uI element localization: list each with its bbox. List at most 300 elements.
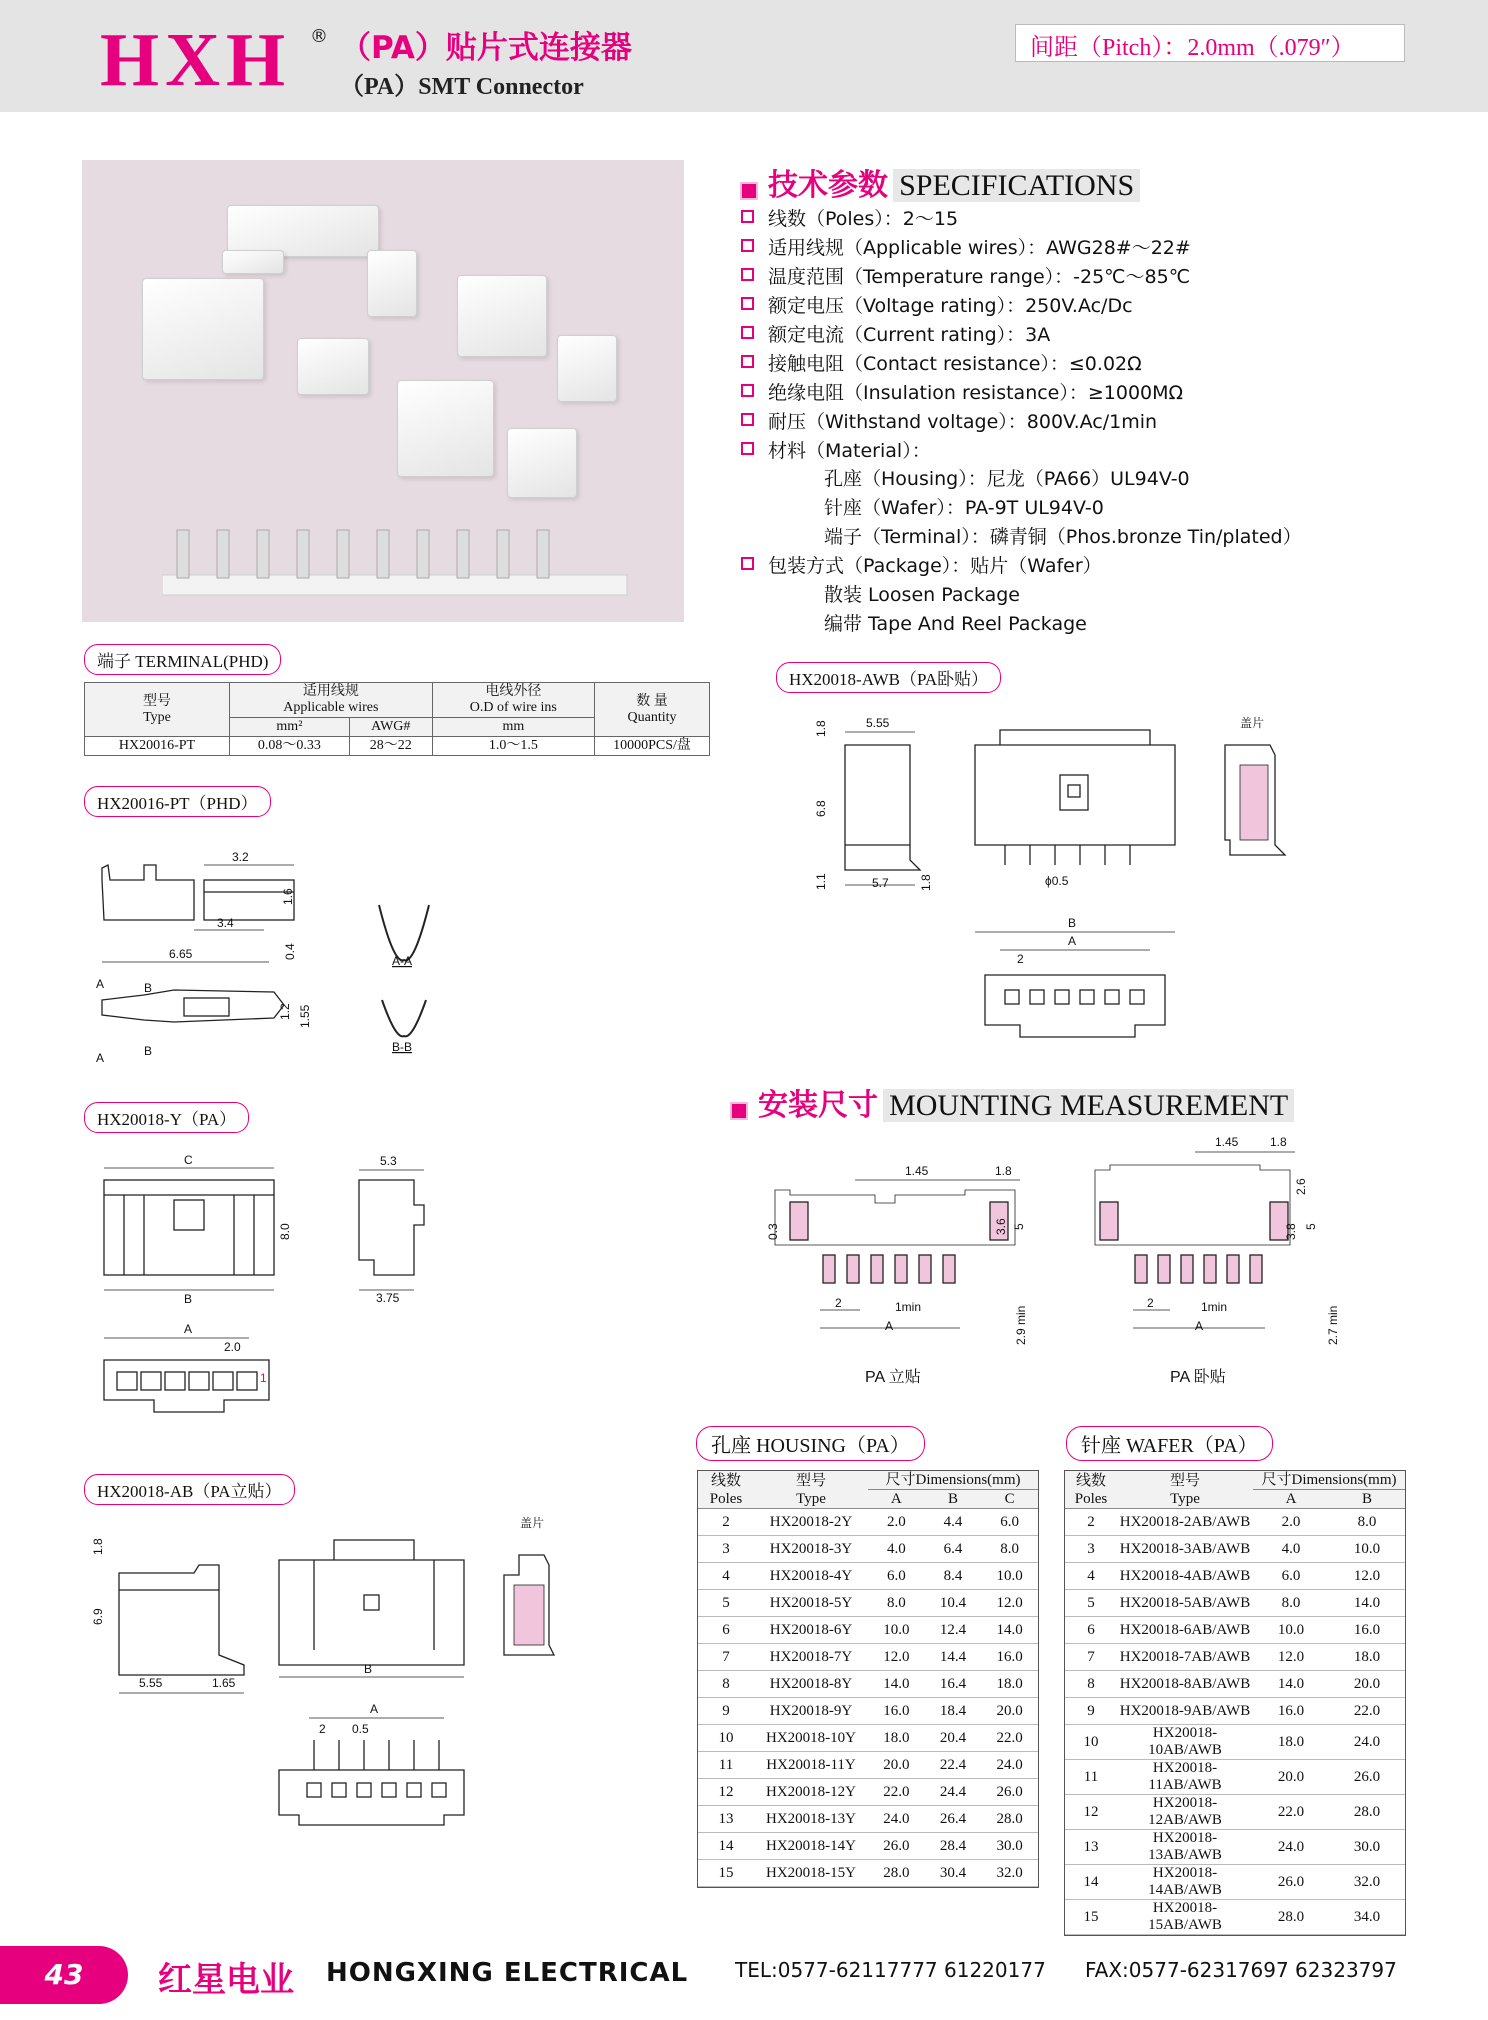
table-cell: 7: [698, 1644, 754, 1671]
table-cell: 5: [1065, 1590, 1117, 1617]
table-row: [1065, 1509, 1405, 1536]
mounting-heading: [730, 1080, 1294, 1124]
dim-label: 6.65: [169, 947, 193, 961]
table-cell: HX20018-3Y: [754, 1536, 868, 1563]
dim-label: 5.55: [139, 1676, 163, 1690]
page-number: 43: [0, 1946, 128, 2004]
mount-left-caption: PA 立贴: [865, 1369, 921, 1386]
bullet-icon: [741, 268, 754, 281]
dim-label: 1.8: [814, 720, 828, 737]
table-cell: 28.0: [1253, 1900, 1329, 1935]
table-cell: HX20018-6AB/AWB: [1117, 1617, 1253, 1644]
table-cell: HX20018-9AB/AWB: [1117, 1698, 1253, 1725]
table-cell: 22.4: [925, 1752, 982, 1779]
table-cell: 24.0: [981, 1752, 1038, 1779]
section-label: B-B: [392, 1040, 413, 1054]
dim-label: C: [184, 1153, 193, 1167]
table-cell: 8.0: [868, 1590, 925, 1617]
table-cell: 18.0: [1329, 1644, 1405, 1671]
table-cell: 16.0: [981, 1644, 1038, 1671]
table-cell: 6.0: [1253, 1563, 1329, 1590]
brand-logo: HXH: [100, 18, 292, 102]
company-name-cn: 红星电业: [158, 1960, 294, 2000]
table-cell: 6.0: [868, 1563, 925, 1590]
table-cell: 2.0: [868, 1509, 925, 1536]
table-cell: 11: [698, 1752, 754, 1779]
table-cell: 20.0: [1253, 1760, 1329, 1795]
table-cell: 2: [698, 1509, 754, 1536]
table-cell: 8.0: [981, 1536, 1038, 1563]
dim-label: 6.9: [91, 1608, 105, 1625]
table-cell: 12.0: [1253, 1644, 1329, 1671]
th-wires-cn: 适用线规: [302, 684, 359, 699]
spec-material-housing: 孔座（Housing）：尼龙（PA66）UL94V-0: [824, 468, 1190, 490]
bullet-icon: [741, 557, 754, 570]
table-cell: 6.0: [981, 1509, 1038, 1536]
dim-label: 盖片: [520, 1516, 545, 1530]
terminal-table: [84, 682, 710, 756]
th-od-en: O.D of wire ins: [469, 700, 557, 716]
table-row: [698, 1860, 1038, 1887]
table-cell: HX20018-5AB/AWB: [1117, 1590, 1253, 1617]
bullet-icon: [741, 326, 754, 339]
title-cn: （PA）贴片式连接器: [340, 30, 632, 66]
table-cell: HX20018-12Y: [754, 1779, 868, 1806]
spec-poles: 线数（Poles）：2～15: [768, 208, 959, 230]
ab-label: HX20018-AB（PA立贴）: [84, 1474, 295, 1505]
table-cell: 20.0: [868, 1752, 925, 1779]
ab-drawing: [84, 1515, 624, 1845]
housing-label: 孔座 HOUSING（PA）: [696, 1426, 925, 1461]
dim-label: 3.6: [994, 1218, 1008, 1235]
y-drawing: [84, 1150, 464, 1430]
spec-material-terminal: 端子（Terminal）：磷青铜（Phos.bronze Tin/plated）: [824, 526, 1302, 548]
dim-label: 3.2: [232, 850, 249, 864]
bullet-icon: [741, 297, 754, 310]
wafer-photo-part: [297, 338, 369, 395]
pt-drawing: [84, 830, 464, 1070]
table-cell: 26.0: [1253, 1865, 1329, 1900]
table-row: [1065, 1563, 1405, 1590]
bullet-icon: [741, 355, 754, 368]
dim-label: A: [1068, 934, 1077, 948]
table-cell: 4: [1065, 1563, 1117, 1590]
table-cell: 18.0: [981, 1671, 1038, 1698]
table-cell: 14: [698, 1833, 754, 1860]
table-cell: 4.0: [868, 1536, 925, 1563]
table-cell: 28.4: [925, 1833, 982, 1860]
spec-temperature: 温度范围（Temperature range）：-25℃～85℃: [768, 266, 1191, 288]
table-cell: 14.4: [925, 1644, 982, 1671]
table-row: [1065, 1795, 1405, 1830]
table-row: [1065, 1644, 1405, 1671]
table-cell: 10: [1065, 1725, 1117, 1760]
dim-label: A: [96, 977, 105, 991]
th-poles-en: Poles: [709, 1490, 743, 1507]
table-row: [1065, 1671, 1405, 1698]
dim-label: 5.3: [380, 1154, 397, 1168]
table-cell: 24.0: [868, 1806, 925, 1833]
table-row: [698, 1590, 1038, 1617]
table-row: [1065, 1617, 1405, 1644]
housing-photo-part: [457, 275, 547, 357]
dim-label: B: [144, 981, 153, 995]
specs-heading-cn: 技术参数: [768, 168, 888, 203]
housing-table-body: [698, 1509, 1038, 1887]
housing-photo-part: [222, 250, 284, 274]
table-cell: 3: [698, 1536, 754, 1563]
table-cell: HX20018-2AB/AWB: [1117, 1509, 1253, 1536]
table-cell: HX20018-8AB/AWB: [1117, 1671, 1253, 1698]
dim-label: 5: [1012, 1223, 1026, 1230]
cell: 28～22: [349, 737, 432, 756]
table-cell: 13: [1065, 1830, 1117, 1865]
table-cell: 5: [698, 1590, 754, 1617]
table-row: [1065, 1760, 1405, 1795]
table-row: [698, 1806, 1038, 1833]
dim-label: A: [885, 1319, 894, 1333]
dim-label: A: [1195, 1319, 1204, 1333]
table-cell: HX20018-4AB/AWB: [1117, 1563, 1253, 1590]
table-cell: 24.4: [925, 1779, 982, 1806]
dim-label: 1.8: [91, 1538, 105, 1555]
dim-label: 1.8: [919, 874, 933, 891]
dim-label: 1.55: [298, 1004, 312, 1028]
table-cell: 7: [1065, 1644, 1117, 1671]
table-cell: 14.0: [868, 1671, 925, 1698]
bullet-icon: [741, 239, 754, 252]
cell: HX20016-PT: [85, 737, 230, 756]
table-cell: 12.0: [868, 1644, 925, 1671]
table-cell: 30.0: [981, 1833, 1038, 1860]
table-cell: 4.4: [925, 1509, 982, 1536]
th-col-a: A: [1253, 1490, 1329, 1509]
table-cell: HX20018-15Y: [754, 1860, 868, 1887]
spec-voltage: 额定电压（Voltage rating）：250V.Ac/Dc: [768, 295, 1133, 317]
dim-label: 5: [1304, 1223, 1318, 1230]
table-cell: 18.0: [1253, 1725, 1329, 1760]
table-row: [698, 1617, 1038, 1644]
dim-label: 2.6: [1294, 1178, 1308, 1195]
table-row: [1065, 1698, 1405, 1725]
th-od-unit: mm: [432, 718, 594, 737]
table-cell: 24.0: [1253, 1830, 1329, 1865]
table-cell: 28.0: [868, 1860, 925, 1887]
table-cell: 15: [698, 1860, 754, 1887]
th-wires-en: Applicable wires: [283, 700, 379, 716]
table-cell: 14.0: [981, 1617, 1038, 1644]
table-cell: 4: [698, 1563, 754, 1590]
table-cell: 4.0: [1253, 1536, 1329, 1563]
mounting-heading-en: MOUNTING MEASUREMENT: [883, 1089, 1294, 1122]
table-row: [85, 737, 710, 756]
dim-label: A: [96, 1051, 105, 1065]
spec-material-wafer: 针座（Wafer）：PA-9T UL94V-0: [824, 497, 1104, 519]
table-row: [698, 1833, 1038, 1860]
bullet-icon: [741, 442, 754, 455]
housing-photo-part: [367, 250, 417, 317]
spec-withstand: 耐压（Withstand voltage）：800V.Ac/1min: [768, 411, 1158, 433]
dim-label: 3.75: [376, 1291, 400, 1305]
table-cell: HX20018-7AB/AWB: [1117, 1644, 1253, 1671]
y-label: HX20018-Y（PA）: [84, 1102, 249, 1133]
table-cell: 15: [1065, 1900, 1117, 1935]
table-cell: 14.0: [1253, 1671, 1329, 1698]
table-cell: HX20018-13AB/AWB: [1117, 1830, 1253, 1865]
th-type-cn: 型号: [795, 1472, 826, 1489]
table-cell: HX20018-13Y: [754, 1806, 868, 1833]
table-cell: 34.0: [1329, 1900, 1405, 1935]
dim-label: 1.8: [1270, 1135, 1287, 1149]
table-cell: 28.0: [1329, 1795, 1405, 1830]
spec-insulation: 绝缘电阻（Insulation resistance）：≥1000MΩ: [768, 382, 1184, 404]
table-cell: 8.0: [1329, 1509, 1405, 1536]
table-cell: HX20018-7Y: [754, 1644, 868, 1671]
footer-fax: FAX:0577-62317697 62323797: [1085, 1958, 1397, 1982]
th-dimensions: 尺寸Dimensions(mm): [1253, 1471, 1405, 1490]
dim-label: 8.0: [278, 1223, 292, 1240]
dim-label: 1: [260, 1371, 267, 1385]
table-row: [1065, 1536, 1405, 1563]
th-type-cn: 型号: [1169, 1472, 1200, 1489]
table-cell: 12: [1065, 1795, 1117, 1830]
dim-label: 1.2: [278, 1003, 292, 1020]
table-cell: HX20018-5Y: [754, 1590, 868, 1617]
table-cell: 2.0: [1253, 1509, 1329, 1536]
th-type-cn: 型号: [143, 693, 171, 709]
wafer-table: [1064, 1470, 1406, 1936]
table-cell: 30.4: [925, 1860, 982, 1887]
th-col-a: A: [868, 1490, 925, 1509]
spec-contact-resistance: 接触电阻（Contact resistance）：≤0.02Ω: [768, 353, 1142, 375]
spec-current: 额定电流（Current rating）：3A: [768, 324, 1051, 346]
dim-label: 盖片: [1240, 716, 1265, 730]
bullet-icon: [741, 413, 754, 426]
table-row: [698, 1563, 1038, 1590]
mounting-drawing: [755, 1130, 1395, 1400]
table-cell: 9: [1065, 1698, 1117, 1725]
th-od-cn: 电线外径: [485, 684, 542, 699]
specs-heading-en: SPECIFICATIONS: [893, 169, 1140, 202]
wafer-label: 针座 WAFER（PA）: [1066, 1426, 1273, 1461]
table-row: [1065, 1900, 1405, 1935]
terminal-strip-photo: [162, 520, 632, 610]
company-name-en: HONGXING ELECTRICAL: [326, 1958, 689, 1988]
dim-label: 2.7 min: [1326, 1305, 1340, 1345]
pitch-text: 间距（Pitch）：2.0mm（.079″）: [1030, 35, 1355, 61]
table-cell: 30.0: [1329, 1830, 1405, 1865]
table-cell: 10.0: [981, 1563, 1038, 1590]
dim-label: 1min: [895, 1300, 922, 1314]
dim-label: 3.8: [1284, 1223, 1298, 1240]
dim-label: 5.55: [866, 716, 890, 730]
table-cell: 10.4: [925, 1590, 982, 1617]
registered-mark: ®: [310, 26, 328, 47]
table-cell: 22.0: [868, 1779, 925, 1806]
dim-label: ϕ0.5: [1045, 874, 1069, 888]
footer-tel: TEL:0577-62117777 61220177: [735, 1958, 1046, 1982]
table-cell: 9: [698, 1698, 754, 1725]
table-cell: HX20018-15AB/AWB: [1117, 1900, 1253, 1935]
bullet-icon: [741, 210, 754, 223]
dim-label: 0.5: [352, 1722, 369, 1736]
table-cell: HX20018-11AB/AWB: [1117, 1760, 1253, 1795]
dim-label: 2: [1147, 1296, 1154, 1310]
th-poles-cn: 线数: [1075, 1472, 1106, 1489]
table-row: [1065, 1725, 1405, 1760]
table-cell: 2: [1065, 1509, 1117, 1536]
specs-heading: [740, 160, 1140, 204]
bullet-icon: [730, 1102, 748, 1120]
dim-label: 3.4: [217, 916, 234, 930]
table-cell: 22.0: [981, 1725, 1038, 1752]
table-cell: 26.4: [925, 1806, 982, 1833]
table-cell: 28.0: [981, 1806, 1038, 1833]
table-cell: 26.0: [1329, 1760, 1405, 1795]
product-photo: [82, 160, 684, 622]
table-cell: HX20018-6Y: [754, 1617, 868, 1644]
table-cell: HX20018-10Y: [754, 1725, 868, 1752]
table-cell: 12.4: [925, 1617, 982, 1644]
table-cell: HX20018-11Y: [754, 1752, 868, 1779]
section-label: A-A: [392, 954, 413, 968]
dim-label: B: [144, 1044, 153, 1058]
table-cell: HX20018-14AB/AWB: [1117, 1865, 1253, 1900]
table-row: [698, 1698, 1038, 1725]
terminal-label: 端子 TERMINAL(PHD): [84, 644, 281, 675]
cell: 1.0～1.5: [432, 737, 594, 756]
table-row: [698, 1644, 1038, 1671]
table-cell: 18.0: [868, 1725, 925, 1752]
table-cell: 10: [698, 1725, 754, 1752]
table-row: [1065, 1830, 1405, 1865]
wafer-photo-part: [142, 278, 264, 380]
table-cell: 8.4: [925, 1563, 982, 1590]
mounting-heading-cn: 安装尺寸: [758, 1088, 878, 1123]
table-cell: 13: [698, 1806, 754, 1833]
table-cell: 20.0: [981, 1698, 1038, 1725]
dim-label: 5.7: [872, 876, 889, 890]
table-cell: 10.0: [868, 1617, 925, 1644]
th-col-c: C: [981, 1490, 1038, 1509]
housing-table: [697, 1470, 1039, 1888]
spec-package-loose: 散装 Loosen Package: [824, 584, 1020, 606]
table-cell: 20.0: [1329, 1671, 1405, 1698]
table-row: [698, 1671, 1038, 1698]
table-cell: 16.0: [868, 1698, 925, 1725]
table-row: [1065, 1865, 1405, 1900]
wafer-photo-part: [397, 380, 494, 477]
bullet-icon: [741, 384, 754, 397]
housing-photo-part: [557, 335, 617, 402]
table-row: [698, 1779, 1038, 1806]
dim-label: 1.45: [905, 1164, 929, 1178]
table-cell: 18.4: [925, 1698, 982, 1725]
dim-label: 2: [835, 1296, 842, 1310]
bullet-icon: [740, 182, 758, 200]
table-cell: 16.0: [1329, 1617, 1405, 1644]
table-cell: HX20018-8Y: [754, 1671, 868, 1698]
awb-label: HX20018-AWB（PA卧贴）: [776, 662, 1001, 693]
table-cell: 8: [698, 1671, 754, 1698]
dim-label: 2: [319, 1722, 326, 1736]
table-cell: 3: [1065, 1536, 1117, 1563]
th-poles-cn: 线数: [710, 1472, 741, 1489]
cell: 0.08～0.33: [230, 737, 350, 756]
cell: 10000PCS/盘: [595, 737, 710, 756]
th-col-b: B: [925, 1490, 982, 1509]
table-row: [698, 1725, 1038, 1752]
dim-label: 1.45: [1215, 1135, 1239, 1149]
table-cell: 14.0: [1329, 1590, 1405, 1617]
dim-label: B: [184, 1292, 193, 1306]
table-row: [698, 1536, 1038, 1563]
table-cell: HX20018-10AB/AWB: [1117, 1725, 1253, 1760]
th-poles-en: Poles: [1074, 1490, 1108, 1507]
wafer-table-body: [1065, 1509, 1405, 1935]
th-col-b: B: [1329, 1490, 1405, 1509]
table-cell: HX20018-4Y: [754, 1563, 868, 1590]
table-cell: 8: [1065, 1671, 1117, 1698]
dim-label: 1.1: [814, 873, 828, 890]
table-cell: 26.0: [868, 1833, 925, 1860]
table-cell: 8.0: [1253, 1590, 1329, 1617]
spec-material: 材料（Material）：: [768, 440, 931, 462]
dim-label: B: [1068, 916, 1077, 930]
awb-drawing: [800, 705, 1400, 1045]
dim-label: 2.0: [224, 1340, 241, 1354]
dim-label: 2.9 min: [1014, 1305, 1028, 1345]
dim-label: 0.4: [283, 943, 297, 960]
table-cell: 12.0: [981, 1590, 1038, 1617]
spec-package: 包装方式（Package）：贴片（Wafer）: [768, 555, 1102, 577]
table-cell: 32.0: [981, 1860, 1038, 1887]
dim-label: 1min: [1201, 1300, 1228, 1314]
th-qty-en: Quantity: [627, 709, 677, 725]
table-cell: 6: [1065, 1617, 1117, 1644]
table-cell: 26.0: [981, 1779, 1038, 1806]
table-cell: 10.0: [1253, 1617, 1329, 1644]
table-cell: 12: [698, 1779, 754, 1806]
dim-label: 1.6: [281, 888, 295, 905]
th-awg: AWG#: [349, 718, 432, 737]
pt-label: HX20016-PT（PHD）: [84, 786, 271, 817]
th-dimensions: 尺寸Dimensions(mm): [868, 1471, 1038, 1490]
table-cell: HX20018-3AB/AWB: [1117, 1536, 1253, 1563]
table-cell: 14: [1065, 1865, 1117, 1900]
table-cell: 10.0: [1329, 1536, 1405, 1563]
dim-label: B: [364, 1662, 373, 1676]
table-row: [1065, 1590, 1405, 1617]
dim-label: 1.65: [212, 1676, 236, 1690]
spec-package-tape: 编带 Tape And Reel Package: [824, 613, 1087, 635]
table-cell: 16.4: [925, 1671, 982, 1698]
th-type-en: Type: [796, 1490, 826, 1507]
table-cell: HX20018-2Y: [754, 1509, 868, 1536]
th-type-en: Type: [143, 709, 171, 725]
dim-label: 2: [1017, 952, 1024, 966]
th-type-en: Type: [1170, 1490, 1200, 1507]
th-mm: mm²: [230, 718, 350, 737]
th-qty-cn: 数 量: [636, 693, 668, 709]
dim-label: 1.8: [995, 1164, 1012, 1178]
wafer-photo-part: [507, 428, 577, 498]
table-cell: 6.4: [925, 1536, 982, 1563]
table-cell: 22.0: [1329, 1698, 1405, 1725]
title-en: （PA）SMT Connector: [340, 74, 584, 100]
table-row: [698, 1509, 1038, 1536]
table-cell: 12.0: [1329, 1563, 1405, 1590]
